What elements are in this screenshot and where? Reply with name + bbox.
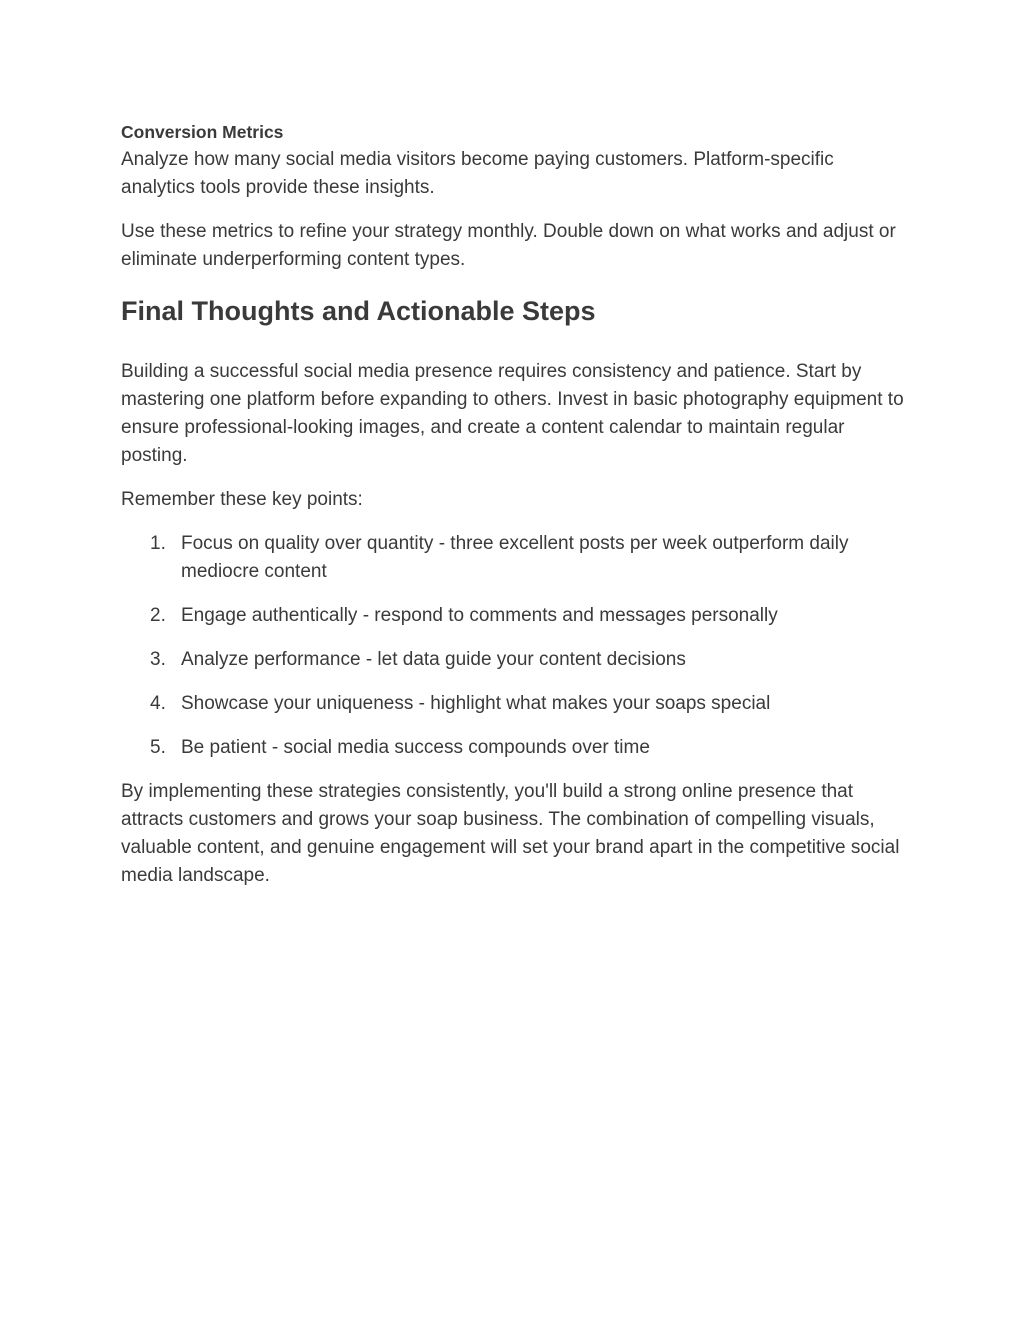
key-points-list: [121, 530, 911, 762]
list-item: [121, 646, 911, 674]
document-page: [121, 118, 911, 890]
list-item: [121, 530, 911, 586]
list-item-number: 4.: [150, 693, 166, 714]
list-item-number: 3.: [150, 649, 166, 670]
list-item: [121, 690, 911, 718]
conversion-metrics-heading: Conversion Metrics: [121, 122, 284, 142]
list-item-text: Focus on quality over quantity - three excellent posts per week outperform daily mediocre content: [181, 533, 849, 582]
list-item-text: Analyze performance - let data guide your content decisions: [181, 649, 686, 670]
conversion-metrics-text: Analyze how many social media visitors become paying customers. Platform-specific analytics tools provide these insights.: [121, 149, 834, 198]
list-item-text: Be patient - social media success compounds over time: [181, 737, 650, 758]
list-item-text: Engage authentically - respond to comments and messages personally: [181, 605, 778, 626]
final-thoughts-intro: Building a successful social media presence requires consistency and patience. Start by mastering one platform before expanding to others. Invest in basic photography equipment to ensure professional-looking images, and create a content calendar to maintain regular posting.: [121, 361, 904, 466]
list-item: [121, 602, 911, 630]
list-item-number: 5.: [150, 737, 166, 758]
remember-text: Remember these key points:: [121, 489, 363, 510]
refine-strategy-text: Use these metrics to refine your strategy monthly. Double down on what works and adjust or eliminate underperforming content types.: [121, 221, 896, 270]
closing-paragraph: By implementing these strategies consistently, you'll build a strong online presence that attracts customers and grows your soap business. The combination of compelling visuals, valuable content, and genuine engagement will set your brand apart in the competitive social media landscape.: [121, 781, 900, 886]
list-item-text: Showcase your uniqueness - highlight what makes your soaps special: [181, 693, 771, 714]
list-item-number: 2.: [150, 605, 166, 626]
final-thoughts-heading: Final Thoughts and Actionable Steps: [121, 296, 596, 326]
list-item-number: 1.: [150, 533, 166, 554]
list-item: [121, 734, 911, 762]
